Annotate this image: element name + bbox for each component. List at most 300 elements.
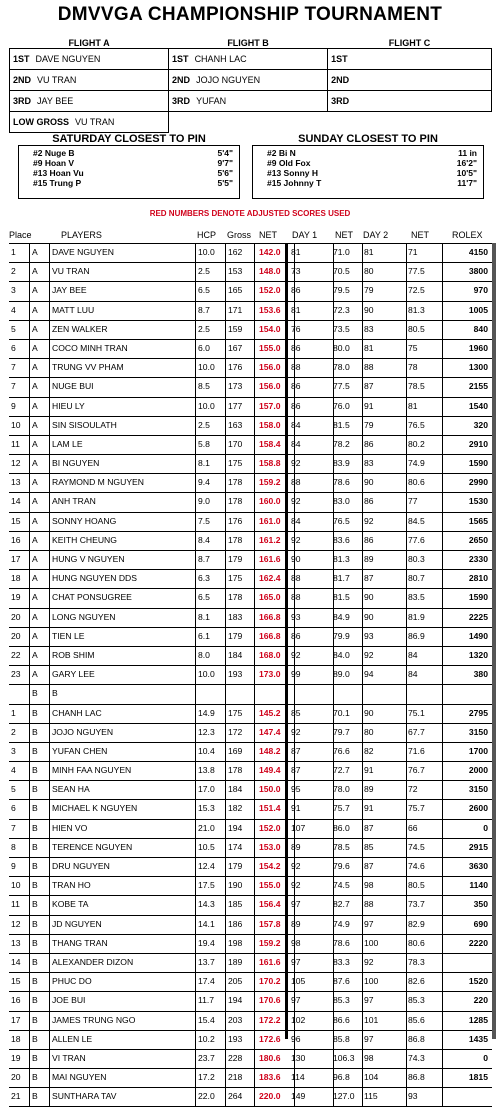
cell-divider bbox=[442, 628, 443, 646]
cell-divider bbox=[29, 666, 30, 684]
table-row bbox=[9, 1012, 492, 1031]
net-cell: 157.0 bbox=[259, 400, 281, 411]
table-row bbox=[9, 1088, 492, 1107]
low-gross-label: LOW GROSS bbox=[13, 117, 69, 127]
flight-cell: B bbox=[32, 765, 38, 776]
gross-cell: 184 bbox=[228, 784, 243, 795]
cell-divider bbox=[225, 781, 226, 799]
day1-net-cell: 70.5 bbox=[333, 266, 350, 277]
handicap-cell: 12.4 bbox=[198, 861, 215, 871]
winner-name: CHANH LAC bbox=[194, 54, 247, 64]
cell-divider bbox=[225, 762, 226, 780]
gross-cell: 173 bbox=[228, 381, 243, 392]
flight-cell: B bbox=[32, 1091, 38, 1102]
net-cell: 165.0 bbox=[259, 592, 281, 603]
net-cell: 162.4 bbox=[259, 573, 281, 584]
gross-cell: 193 bbox=[228, 669, 243, 680]
cell-divider bbox=[406, 858, 407, 876]
rolex-cell: 2990 bbox=[468, 477, 488, 488]
gross-cell: 175 bbox=[228, 458, 243, 469]
cell-divider bbox=[29, 340, 30, 358]
gross-cell: 170 bbox=[228, 438, 243, 449]
day2-cell: 83 bbox=[364, 323, 374, 334]
day2-net-cell: 77.5 bbox=[408, 266, 425, 277]
ctp-distance: 16'2" bbox=[456, 158, 477, 168]
cell-divider bbox=[406, 551, 407, 569]
flight-cell: B bbox=[32, 688, 38, 699]
gross-cell: 178 bbox=[228, 534, 243, 545]
cell-divider bbox=[49, 858, 50, 876]
gross-cell: 198 bbox=[228, 937, 243, 948]
day1-net-cell: 85.8 bbox=[333, 1033, 350, 1044]
rolex-cell: 840 bbox=[473, 323, 488, 334]
cell-divider bbox=[49, 800, 50, 818]
ctp-hole-winner: #9 Old Fox bbox=[267, 158, 311, 168]
cell-divider bbox=[49, 1069, 50, 1087]
place-cell: 9 bbox=[11, 400, 16, 411]
cell-divider bbox=[225, 858, 226, 876]
day1-net-cell: 82.7 bbox=[333, 899, 350, 910]
rolex-cell: 1530 bbox=[468, 496, 488, 507]
day1-cell: 89 bbox=[291, 918, 301, 929]
cell-divider bbox=[362, 493, 363, 511]
handicap-cell: 10.0 bbox=[198, 247, 215, 257]
cell-divider bbox=[49, 705, 50, 723]
flight-cell: B bbox=[32, 1072, 38, 1083]
cell-divider bbox=[49, 1031, 50, 1049]
cell-divider bbox=[225, 493, 226, 511]
table-row bbox=[9, 417, 492, 436]
day1-cell: 84 bbox=[291, 419, 301, 430]
ctp-row bbox=[267, 158, 477, 168]
place-cell: 11 bbox=[11, 899, 20, 910]
cell-divider bbox=[254, 1031, 255, 1049]
cell-divider bbox=[294, 685, 295, 703]
day2-cell: 86 bbox=[364, 438, 374, 449]
cell-divider bbox=[254, 743, 255, 761]
cell-divider bbox=[442, 282, 443, 300]
handicap-cell: 9.4 bbox=[198, 477, 210, 488]
cell-divider bbox=[195, 417, 196, 435]
flight-cell: B bbox=[32, 880, 38, 891]
cell-divider bbox=[195, 1031, 196, 1049]
player-name-cell: ALEXANDER DIZON bbox=[52, 956, 134, 967]
gross-cell: 159 bbox=[228, 323, 243, 334]
rolex-cell: 1540 bbox=[468, 400, 488, 411]
cell-divider bbox=[362, 666, 363, 684]
cell-divider bbox=[195, 877, 196, 895]
rolex-cell: 2155 bbox=[468, 381, 488, 392]
player-name-cell: JOJO NGUYEN bbox=[52, 726, 114, 737]
player-name-cell: MICHAEL K NGUYEN bbox=[52, 803, 138, 814]
cell-divider bbox=[225, 800, 226, 818]
cell-divider bbox=[362, 282, 363, 300]
cell-divider bbox=[49, 417, 50, 435]
cell-divider bbox=[195, 724, 196, 742]
cell-divider bbox=[254, 302, 255, 320]
gross-cell: 178 bbox=[228, 477, 243, 488]
winner-name: DAVE NGUYEN bbox=[35, 54, 101, 64]
cell-divider bbox=[254, 762, 255, 780]
cell-divider bbox=[254, 263, 255, 281]
cell-divider bbox=[29, 1012, 30, 1030]
cell-divider bbox=[195, 628, 196, 646]
day1-cell: 81 bbox=[291, 247, 301, 257]
cell-divider bbox=[362, 359, 363, 377]
cell-divider bbox=[29, 302, 30, 320]
day1-cell: 88 bbox=[291, 477, 301, 488]
cell-divider bbox=[225, 1012, 226, 1030]
sunday-ctp-box bbox=[252, 145, 484, 199]
cell-divider bbox=[362, 743, 363, 761]
cell-divider bbox=[29, 954, 30, 972]
flight-cell: A bbox=[32, 477, 38, 488]
day1-net-cell: 74.9 bbox=[333, 918, 350, 929]
cell-divider bbox=[49, 436, 50, 454]
cell-divider bbox=[225, 820, 226, 838]
cell-divider bbox=[49, 493, 50, 511]
gross-cell: 228 bbox=[228, 1052, 243, 1063]
day2-cell: 100 bbox=[364, 976, 379, 987]
cell-divider bbox=[406, 340, 407, 358]
day2-cell: 91 bbox=[364, 400, 374, 411]
place-cell: 11 bbox=[11, 438, 20, 449]
net-cell: 168.0 bbox=[259, 649, 281, 660]
gross-cell: 165 bbox=[228, 285, 243, 296]
net-cell: 159.2 bbox=[259, 477, 281, 488]
flight-cell: B bbox=[32, 956, 38, 967]
flight-cell: B bbox=[32, 976, 38, 987]
cell-divider bbox=[195, 609, 196, 627]
player-name-cell: SUNTHARA TAV bbox=[52, 1091, 117, 1102]
day2-net-cell: 80.5 bbox=[408, 323, 425, 334]
cell-divider bbox=[442, 743, 443, 761]
handicap-cell: 23.7 bbox=[198, 1052, 215, 1063]
gross-cell: 203 bbox=[228, 1014, 243, 1025]
cell-divider bbox=[49, 1088, 50, 1106]
cell-divider bbox=[29, 551, 30, 569]
cell-divider bbox=[362, 474, 363, 492]
player-name-cell: HIEN VO bbox=[52, 822, 88, 833]
rolex-cell: 1490 bbox=[468, 630, 488, 641]
cell-divider bbox=[195, 513, 196, 531]
cell-divider bbox=[442, 302, 443, 320]
day2-cell: 91 bbox=[364, 803, 374, 814]
cell-divider bbox=[442, 992, 443, 1010]
day1-cell: 97 bbox=[291, 956, 301, 967]
day1-net-cell: 71.0 bbox=[333, 247, 350, 257]
day1-net-cell: 78.0 bbox=[333, 784, 350, 795]
cell-divider bbox=[49, 628, 50, 646]
place-cell: 1 bbox=[11, 707, 16, 718]
table-row bbox=[9, 685, 492, 704]
rolex-cell: 690 bbox=[473, 918, 488, 929]
cell-divider bbox=[442, 398, 443, 416]
cell-divider bbox=[195, 378, 196, 396]
net-cell: 154.2 bbox=[259, 861, 281, 871]
place-cell: 3 bbox=[11, 745, 16, 756]
cell-divider bbox=[49, 378, 50, 396]
table-row bbox=[9, 398, 492, 417]
table-row bbox=[9, 513, 492, 532]
player-name-cell: JAY BEE bbox=[52, 285, 87, 296]
cell-divider bbox=[406, 666, 407, 684]
day2-net-cell: 74.3 bbox=[408, 1052, 425, 1063]
day2-cell: 89 bbox=[364, 784, 374, 795]
day2-cell: 88 bbox=[364, 362, 374, 373]
cell-divider bbox=[362, 781, 363, 799]
table-row bbox=[9, 282, 492, 301]
cell-divider bbox=[406, 263, 407, 281]
position-label: 2ND bbox=[331, 75, 350, 85]
flight-winners-table bbox=[9, 38, 492, 133]
winner-name: JOJO NGUYEN bbox=[196, 75, 261, 85]
place-cell: 7 bbox=[11, 381, 16, 392]
net-cell: 156.0 bbox=[259, 381, 281, 392]
net-cell: 152.0 bbox=[259, 822, 281, 833]
net-cell: 151.4 bbox=[259, 803, 281, 814]
cell-divider bbox=[442, 820, 443, 838]
cell-divider bbox=[406, 647, 407, 665]
results-table bbox=[9, 243, 492, 1107]
place-cell: 20 bbox=[11, 611, 21, 622]
low-gross-name: VU TRAN bbox=[75, 117, 115, 127]
cell-divider bbox=[406, 877, 407, 895]
cell-divider bbox=[225, 378, 226, 396]
cell-divider bbox=[406, 474, 407, 492]
handicap-cell: 8.7 bbox=[198, 304, 210, 315]
winner-name: VU TRAN bbox=[37, 75, 77, 85]
day1-cell: 105 bbox=[291, 976, 306, 987]
net-cell: 161.6 bbox=[259, 554, 281, 564]
day1-net-cell: 78.0 bbox=[333, 362, 350, 373]
cell-divider bbox=[195, 705, 196, 723]
cell-divider bbox=[442, 800, 443, 818]
table-row bbox=[9, 532, 492, 551]
cell-divider bbox=[406, 896, 407, 914]
table-row bbox=[9, 973, 492, 992]
day2-net-cell: 77 bbox=[408, 496, 418, 507]
cell-divider bbox=[362, 935, 363, 953]
cell-divider bbox=[254, 244, 255, 262]
day1-cell: 92 bbox=[291, 861, 301, 871]
player-name-cell: ZEN WALKER bbox=[52, 323, 108, 334]
ctp-distance: 11 in bbox=[458, 148, 477, 158]
ctp-row bbox=[33, 158, 233, 168]
cell-divider bbox=[406, 839, 407, 857]
flight-cell: A bbox=[32, 458, 38, 469]
day1-net-cell: 83.6 bbox=[333, 534, 350, 545]
place-cell: 6 bbox=[11, 342, 16, 353]
rolex-cell: 2810 bbox=[468, 573, 488, 584]
flight-cell: B bbox=[32, 995, 38, 1006]
cell-divider bbox=[49, 839, 50, 857]
handicap-cell: 13.8 bbox=[198, 765, 215, 776]
cell-divider bbox=[225, 666, 226, 684]
cell-divider bbox=[254, 513, 255, 531]
column-header: ROLEX bbox=[452, 230, 483, 240]
net-cell: 173.0 bbox=[259, 669, 281, 680]
day1-cell: 90 bbox=[291, 554, 301, 564]
player-name-cell: PHUC DO bbox=[52, 976, 92, 987]
player-name-cell: CHANH LAC bbox=[52, 707, 102, 718]
place-cell: 4 bbox=[11, 304, 16, 315]
day1-net-cell: 72.7 bbox=[333, 765, 350, 776]
cell-divider bbox=[362, 340, 363, 358]
place-cell: 8 bbox=[11, 841, 16, 852]
player-name-cell: HUNG V NGUYEN bbox=[52, 554, 125, 564]
cell-divider bbox=[254, 973, 255, 991]
day1-net-cell: 85.3 bbox=[333, 995, 350, 1006]
column-header: Gross bbox=[227, 230, 252, 240]
place-cell: 13 bbox=[11, 477, 21, 488]
cell-divider bbox=[225, 1031, 226, 1049]
cell-divider bbox=[406, 1031, 407, 1049]
day2-cell: 85 bbox=[364, 841, 374, 852]
day1-cell: 92 bbox=[291, 496, 301, 507]
day2-cell: 80 bbox=[364, 726, 374, 737]
handicap-cell: 10.0 bbox=[198, 362, 215, 373]
day2-net-cell: 75 bbox=[408, 342, 418, 353]
gross-cell: 171 bbox=[228, 304, 243, 315]
net-cell: 161.0 bbox=[259, 515, 281, 526]
day1-cell: 102 bbox=[291, 1014, 306, 1025]
cell-divider bbox=[225, 417, 226, 435]
cell-divider bbox=[49, 762, 50, 780]
column-header: Place bbox=[9, 230, 32, 240]
cell-divider bbox=[442, 896, 443, 914]
cell-divider bbox=[406, 570, 407, 588]
cell-divider bbox=[29, 378, 30, 396]
cell-divider bbox=[254, 532, 255, 550]
cell-divider bbox=[29, 244, 30, 262]
net-cell: 156.4 bbox=[259, 899, 281, 910]
cell-divider bbox=[49, 954, 50, 972]
place-cell: 10 bbox=[11, 419, 21, 430]
cell-divider bbox=[29, 992, 30, 1010]
cell-divider bbox=[29, 762, 30, 780]
cell-divider bbox=[225, 244, 226, 262]
cell-divider bbox=[225, 551, 226, 569]
cell-divider bbox=[254, 724, 255, 742]
day2-net-cell: 82.9 bbox=[408, 918, 425, 929]
gross-cell: 162 bbox=[228, 247, 243, 257]
gross-cell: 176 bbox=[228, 362, 243, 373]
ctp-hole-winner: #13 Hoan Vu bbox=[33, 168, 84, 178]
day2-net-cell: 75.1 bbox=[408, 707, 425, 718]
ctp-hole-winner: #13 Sonny H bbox=[267, 168, 319, 178]
rolex-cell: 2000 bbox=[468, 765, 488, 776]
place-cell: 5 bbox=[11, 323, 16, 334]
cell-divider bbox=[362, 724, 363, 742]
player-name-cell: TRAN HO bbox=[52, 880, 91, 891]
cell-divider bbox=[442, 858, 443, 876]
ctp-hole-winner: #2 Nuge B bbox=[33, 148, 75, 158]
day1-net-cell: 87.6 bbox=[333, 976, 350, 987]
gross-cell: 179 bbox=[228, 861, 243, 871]
player-name-cell: TERENCE NGUYEN bbox=[52, 841, 133, 852]
day2-cell: 98 bbox=[364, 1052, 374, 1063]
cell-divider bbox=[406, 628, 407, 646]
cell-divider bbox=[29, 973, 30, 991]
table-row bbox=[9, 570, 492, 589]
gross-cell: 178 bbox=[228, 765, 243, 776]
table-row bbox=[9, 551, 492, 570]
cell-divider bbox=[29, 282, 30, 300]
day2-net-cell: 76.7 bbox=[408, 765, 425, 776]
cell-divider bbox=[225, 609, 226, 627]
day1-net-cell: 72.3 bbox=[333, 304, 350, 315]
day1-cell: 92 bbox=[291, 458, 301, 469]
gross-cell: 176 bbox=[228, 515, 243, 526]
cell-divider bbox=[195, 743, 196, 761]
cell-divider bbox=[406, 398, 407, 416]
net-cell: 158.0 bbox=[259, 419, 281, 430]
cell-divider bbox=[195, 1012, 196, 1030]
cell-divider bbox=[254, 493, 255, 511]
ctp-distance: 5'6" bbox=[217, 168, 233, 178]
place-cell: 9 bbox=[11, 861, 16, 871]
cell-divider bbox=[195, 398, 196, 416]
flight-cell: A bbox=[32, 247, 38, 257]
cell-divider bbox=[362, 820, 363, 838]
cell-divider bbox=[49, 551, 50, 569]
handicap-cell: 10.4 bbox=[198, 745, 215, 756]
place-cell: 2 bbox=[11, 266, 16, 277]
day2-cell: 79 bbox=[364, 419, 374, 430]
flight-cell: A bbox=[32, 438, 38, 449]
player-name-cell: SIN SISOULATH bbox=[52, 419, 117, 430]
cell-divider bbox=[362, 609, 363, 627]
cell-divider bbox=[195, 589, 196, 607]
table-row bbox=[9, 628, 492, 647]
flight-cell: A bbox=[32, 362, 38, 373]
cell-divider bbox=[29, 609, 30, 627]
cell-divider bbox=[225, 570, 226, 588]
handicap-cell: 15.3 bbox=[198, 803, 215, 814]
low-gross-row bbox=[10, 112, 492, 133]
gross-cell: 167 bbox=[228, 342, 243, 353]
cell-divider bbox=[195, 1088, 196, 1106]
cell-divider bbox=[442, 877, 443, 895]
day1-cell: 88 bbox=[291, 362, 301, 373]
cell-divider bbox=[225, 282, 226, 300]
day1-cell: 114 bbox=[291, 1072, 305, 1083]
day1-cell: 95 bbox=[291, 784, 301, 795]
ctp-row bbox=[33, 178, 233, 188]
day1-cell: 76 bbox=[291, 323, 301, 334]
cell-divider bbox=[406, 378, 407, 396]
flight-c-header: FLIGHT C bbox=[388, 38, 431, 48]
cell-divider bbox=[49, 724, 50, 742]
flight-cell: A bbox=[32, 381, 38, 392]
flight-cell: A bbox=[32, 534, 38, 545]
cell-divider bbox=[406, 1069, 407, 1087]
day2-cell: 87 bbox=[364, 573, 374, 584]
cell-divider bbox=[195, 896, 196, 914]
cell-divider bbox=[362, 321, 363, 339]
gross-cell: 184 bbox=[228, 649, 243, 660]
net-cell: 161.6 bbox=[259, 956, 281, 967]
day2-net-cell: 74.9 bbox=[408, 458, 425, 469]
flight-row-1st bbox=[10, 49, 492, 70]
cell-divider bbox=[442, 1012, 443, 1030]
rolex-cell: 350 bbox=[473, 899, 488, 910]
cell-divider bbox=[442, 762, 443, 780]
rolex-cell: 2225 bbox=[468, 611, 488, 622]
cell-divider bbox=[254, 1069, 255, 1087]
flight-cell: A bbox=[32, 419, 38, 430]
